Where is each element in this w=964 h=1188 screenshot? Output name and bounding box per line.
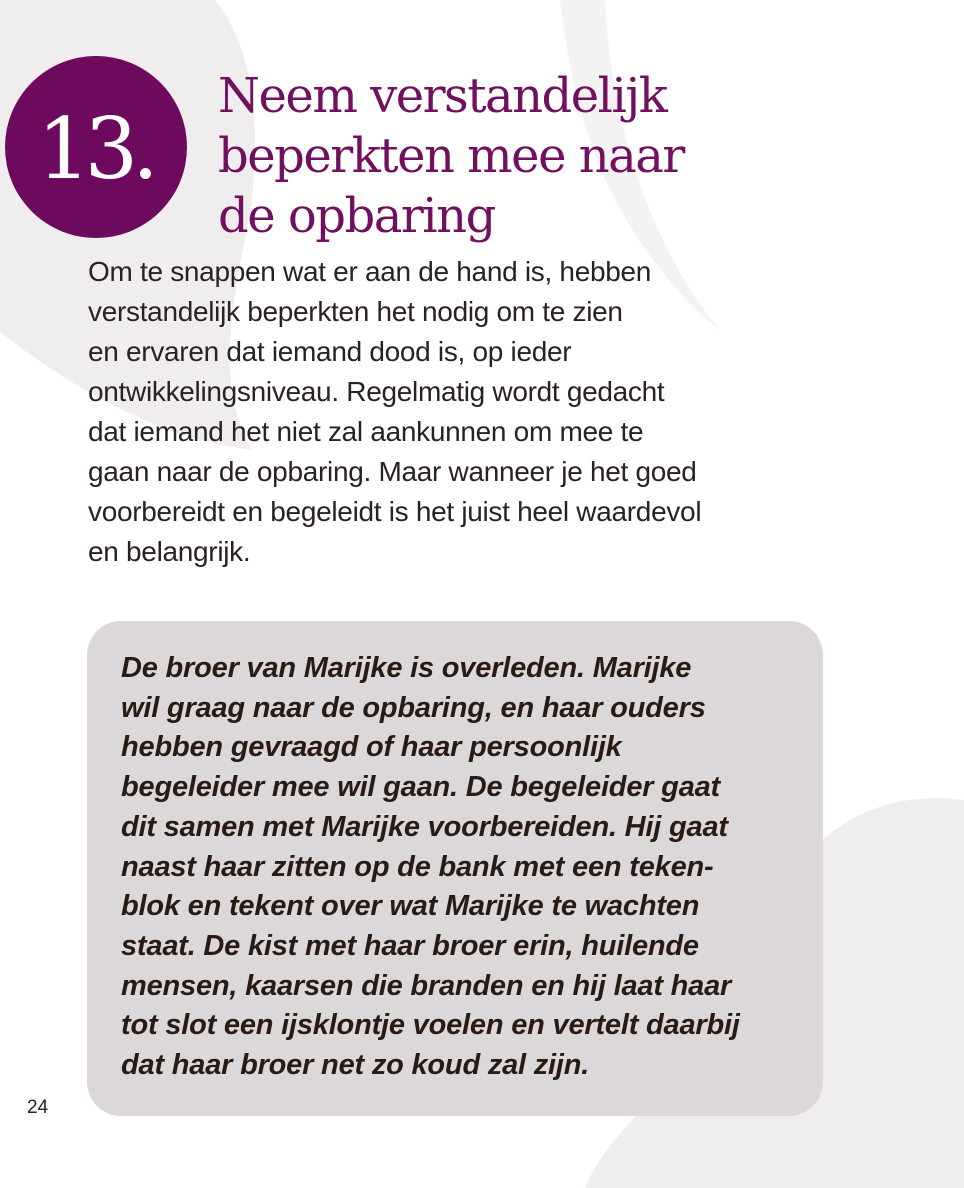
intro-paragraph	[88, 252, 828, 572]
example-story-box	[87, 621, 823, 1116]
story-line: naast haar zitten op de bank met een teken-	[121, 850, 714, 883]
story-line: begeleider mee wil gaan. De begeleider gaat	[121, 771, 721, 804]
story-line: wil graag naar de opbaring, en haar ouders	[121, 691, 706, 724]
section-number-badge	[5, 56, 187, 238]
intro-line: ontwikkelingsniveau. Regelmatig wordt gedacht	[88, 376, 665, 407]
page-title	[218, 66, 838, 246]
section-number: 13.	[37, 100, 153, 198]
story-line: dat haar broer net zo koud zal zijn.	[121, 1049, 590, 1082]
title-line: Neem verstandelijk	[218, 68, 667, 124]
story-line: dit samen met Marijke voorbereiden. Hij gaat	[121, 810, 728, 843]
title-line: de opbaring	[218, 188, 495, 244]
intro-line: dat iemand het niet zal aankunnen om mee te	[88, 416, 644, 447]
intro-line: en belangrijk.	[88, 536, 251, 567]
story-line: hebben gevraagd of haar persoonlijk	[121, 731, 622, 764]
story-line: mensen, kaarsen die branden en hij laat haar	[121, 969, 732, 1002]
page-number: 24	[27, 1097, 49, 1118]
intro-line: Om te snappen wat er aan de hand is, hebben	[88, 256, 652, 287]
intro-line: gaan naar de opbaring. Maar wanneer je het goed	[88, 456, 697, 487]
story-line: staat. De kist met haar broer erin, huilende	[121, 929, 699, 962]
intro-line: voorbereidt en begeleidt is het juist heel waardevol	[88, 496, 702, 527]
story-line: tot slot een ijsklontje voelen en vertelt daarbij	[121, 1009, 740, 1042]
intro-line: en ervaren dat iemand dood is, op ieder	[88, 336, 572, 367]
story-line: blok en tekent over wat Marijke te wachten	[121, 890, 700, 923]
title-line: beperkten mee naar	[218, 128, 684, 184]
story-line: De broer van Marijke is overleden. Marijke	[121, 652, 692, 684]
example-story-text	[121, 649, 821, 1086]
intro-line: verstandelijk beperkten het nodig om te zien	[88, 296, 623, 327]
